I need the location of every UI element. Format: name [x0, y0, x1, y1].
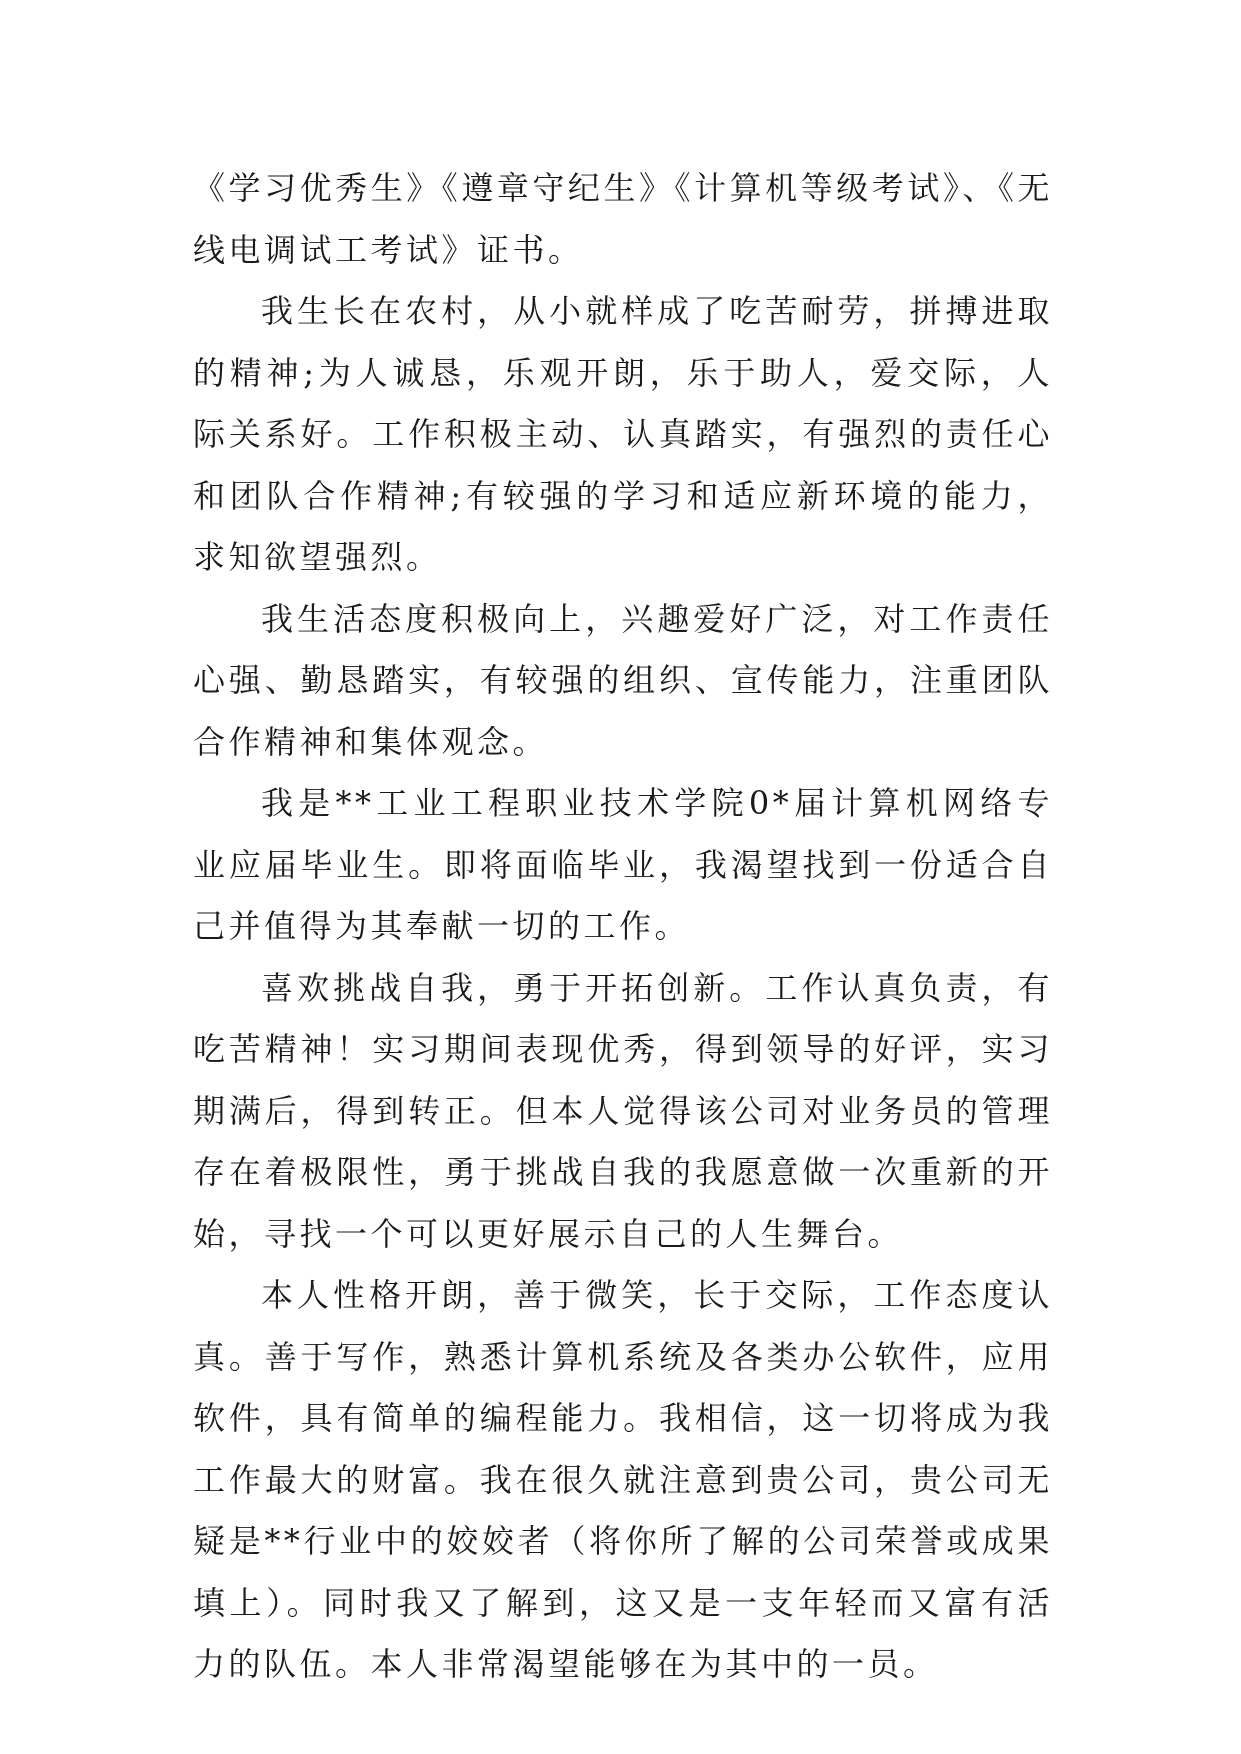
paragraph-personality: 本人性格开朗，善于微笑，长于交际，工作态度认真。善于写作，熟悉计算机系统及各类办公软件，应用软件，具有简单的编程能力。我相信，这一切将成为我工作最大的财富。我在很久就注意到贵公司，贵公司无疑是**行业中的姣姣者（将你所了解的公司荣誉或成果填上）。同时我又了解到，这又是一支年轻而又富有活力的队伍。本人非常渴望能够在为其中的一员。 [193, 1276, 1053, 1683]
paragraph-education: 我是**工业工程职业技术学院0*届计算机网络专业应届毕业生。即将面临毕业，我渴望找到一份适合自己并值得为其奉献一切的工作。 [193, 784, 1053, 945]
paragraph-certificates: 《学习优秀生》《遵章守纪生》《计算机等级考试》、《无线电调试工考试》证书。 [193, 169, 1053, 269]
paragraph-attitude: 我生活态度积极向上，兴趣爱好广泛，对工作责任心强、勤恳踏实，有较强的组织、宣传能力，注重团队合作精神和集体观念。 [193, 599, 1053, 761]
paragraph-upbringing: 我生长在农村，从小就样成了吃苦耐劳，拼搏进取的精神;为人诚恳，乐观开朗，乐于助人，爱交际，人际关系好。工作积极主动、认真踏实，有强烈的责任心和团队合作精神;有较强的学习和适应新环境的能力，求知欲望强烈。 [193, 292, 1053, 576]
document-body [193, 158, 1053, 1696]
paragraph-internship: 喜欢挑战自我，勇于开拓创新。工作认真负责，有吃苦精神！实习期间表现优秀，得到领导的好评，实习期满后，得到转正。但本人觉得该公司对业务员的管理存在着极限性，勇于挑战自我的我愿意做一次重新的开始，寻找一个可以更好展示自己的人生舞台。 [193, 968, 1053, 1253]
